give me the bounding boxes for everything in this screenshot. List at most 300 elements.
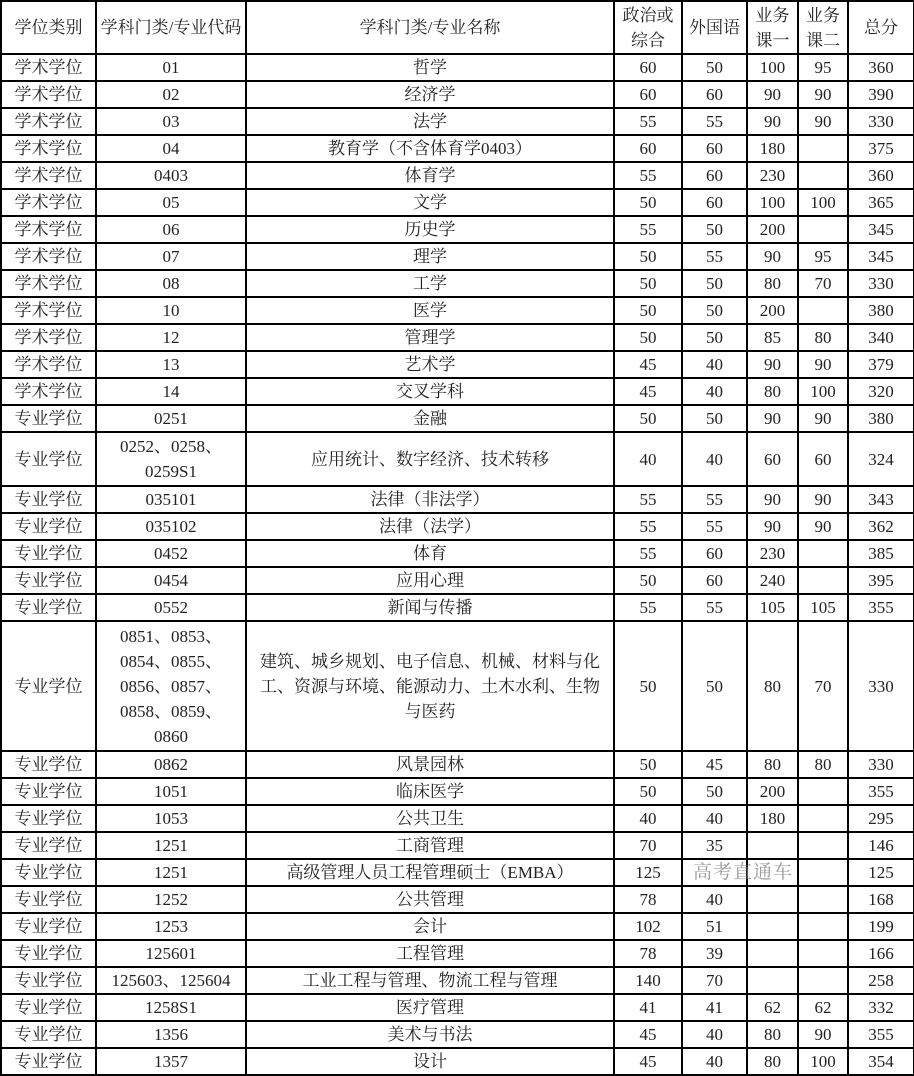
cell-text: 90 (764, 85, 781, 104)
table-row (1, 324, 914, 351)
cell-politics (614, 1048, 682, 1075)
cell-text: 专业学位 (14, 944, 83, 963)
cell-subject-1 (747, 324, 798, 351)
cell-text: 230 (759, 166, 786, 185)
cell-subject-2 (798, 513, 848, 540)
cell-politics (614, 405, 682, 432)
cell-text: 95 (814, 58, 832, 77)
cell-politics (614, 243, 682, 270)
cell-degree-type (1, 540, 96, 567)
cell-text: 395 (868, 571, 894, 590)
cell-text: 专业学位 (14, 544, 83, 563)
cell-text: 50 (706, 58, 723, 77)
cell-text: 专业学位 (14, 755, 83, 774)
watermark: 高考直通车 (693, 861, 794, 883)
cell-code (96, 162, 246, 189)
cell-foreign-language (682, 324, 747, 351)
cell-subject-2 (798, 940, 848, 967)
cell-code (96, 1021, 246, 1048)
cell-total (848, 486, 914, 513)
cell-text: 41 (706, 998, 723, 1017)
cell-text: 法律（非法学） (370, 490, 490, 509)
cell-text: 50 (639, 755, 657, 774)
cell-text: 学术学位 (14, 58, 83, 77)
cell-name (246, 81, 614, 108)
cell-text: 55 (706, 112, 723, 131)
cell-text: 公共管理 (396, 890, 464, 909)
cell-degree-type (1, 940, 96, 967)
cell-politics (614, 135, 682, 162)
cell-foreign-language (682, 940, 747, 967)
table-row (1, 270, 914, 297)
cell-foreign-language (682, 540, 747, 567)
cell-text: 04 (162, 139, 180, 158)
table-row (1, 216, 914, 243)
cell-code (96, 832, 246, 859)
cell-subject-2 (798, 1048, 848, 1075)
cell-foreign-language (682, 81, 747, 108)
cell-text: 390 (868, 85, 894, 104)
cell-text: 0252、0258、0259S1 (120, 437, 222, 481)
cell-name (246, 378, 614, 405)
cell-code (96, 351, 246, 378)
cell-text: 90 (764, 355, 781, 374)
cell-text: 166 (868, 944, 894, 963)
cell-text: 学术学位 (14, 85, 83, 104)
header-politics: 政治或综合 (614, 1, 682, 54)
cell-total (848, 216, 914, 243)
cell-text: 330 (868, 755, 894, 774)
cell-degree-type (1, 81, 96, 108)
cell-text: 专业学位 (14, 598, 83, 617)
cell-foreign-language (682, 405, 747, 432)
cell-code (96, 189, 246, 216)
cell-degree-type (1, 751, 96, 778)
cell-text: 05 (162, 193, 180, 212)
table-row (1, 778, 914, 805)
cell-text: 200 (759, 782, 786, 801)
cell-name (246, 540, 614, 567)
cell-name (246, 778, 614, 805)
cell-text: 355 (868, 782, 894, 801)
cell-text: 应用心理 (396, 571, 464, 590)
cell-name (246, 189, 614, 216)
cell-politics (614, 751, 682, 778)
cell-text: 60 (706, 571, 723, 590)
table-row (1, 351, 914, 378)
cell-text: 专业学位 (14, 836, 83, 855)
cell-text: 332 (868, 998, 894, 1017)
cell-text: 0251 (154, 409, 188, 428)
cell-total (848, 1048, 914, 1075)
cell-text: 专业学位 (14, 809, 83, 828)
cell-subject-2 (798, 324, 848, 351)
cell-degree-type (1, 270, 96, 297)
cell-text: 41 (639, 998, 657, 1017)
cell-text: 330 (868, 112, 894, 131)
cell-name (246, 486, 614, 513)
cell-text: 78 (639, 890, 657, 909)
cell-degree-type (1, 189, 96, 216)
cell-subject-2 (798, 297, 848, 324)
cell-name (246, 967, 614, 994)
cell-degree-type (1, 378, 96, 405)
cell-subject-1 (747, 216, 798, 243)
cell-foreign-language (682, 378, 747, 405)
cell-total (848, 540, 914, 567)
table-row (1, 940, 914, 967)
cell-text: 专业学位 (14, 998, 83, 1017)
cell-text: 50 (639, 274, 657, 293)
cell-text: 55 (706, 598, 723, 617)
cell-text: 45 (639, 355, 657, 374)
cell-degree-type (1, 1021, 96, 1048)
cell-politics (614, 886, 682, 913)
cell-text: 55 (639, 490, 657, 509)
cell-text: 体育学 (404, 166, 456, 185)
cell-subject-2 (798, 859, 848, 886)
cell-text: 330 (868, 274, 894, 293)
cell-foreign-language (682, 1021, 747, 1048)
cell-text: 学术学位 (14, 382, 83, 401)
cell-text: 295 (868, 809, 894, 828)
table-row (1, 54, 914, 81)
table-row (1, 1021, 914, 1048)
cell-total (848, 859, 914, 886)
cell-text: 60 (706, 139, 723, 158)
cell-politics (614, 189, 682, 216)
cell-text: 0851、0853、0854、0855、0856、0857、0858、0859、0860 (120, 626, 222, 746)
cell-politics (614, 805, 682, 832)
cell-text: 385 (868, 544, 894, 563)
cell-foreign-language (682, 189, 747, 216)
cell-subject-1 (747, 751, 798, 778)
cell-text: 工程管理 (396, 944, 464, 963)
cell-text: 医学 (413, 301, 447, 320)
cell-name (246, 1048, 614, 1075)
cell-subject-1 (747, 162, 798, 189)
cell-text: 62 (764, 998, 781, 1017)
cell-text: 美术与书法 (387, 1025, 473, 1044)
cell-text: 100 (759, 193, 786, 212)
cell-code (96, 994, 246, 1021)
cell-text: 会计 (413, 917, 447, 936)
cell-subject-2 (798, 486, 848, 513)
cell-text: 330 (868, 676, 894, 696)
cell-text: 343 (868, 490, 894, 509)
cell-politics (614, 778, 682, 805)
cell-total (848, 351, 914, 378)
cell-name (246, 621, 614, 751)
table-row (1, 189, 914, 216)
cell-subject-1 (747, 81, 798, 108)
cell-total (848, 1021, 914, 1048)
cell-total (848, 324, 914, 351)
cell-subject-2 (798, 832, 848, 859)
cell-degree-type (1, 351, 96, 378)
cell-foreign-language (682, 216, 747, 243)
cell-text: 专业学位 (14, 490, 83, 509)
cell-politics (614, 913, 682, 940)
cell-text: 200 (759, 301, 786, 320)
cell-name (246, 751, 614, 778)
cell-politics (614, 594, 682, 621)
cell-foreign-language (682, 778, 747, 805)
header-code: 学科门类/专业代码 (96, 1, 246, 54)
cell-text: 100 (810, 1052, 836, 1071)
cell-text: 379 (868, 355, 894, 374)
cell-name (246, 162, 614, 189)
cell-degree-type (1, 486, 96, 513)
cell-text: 专业学位 (14, 1052, 83, 1071)
cell-text: 1258S1 (145, 998, 197, 1017)
cell-text: 50 (706, 274, 723, 293)
cell-text: 55 (639, 544, 657, 563)
cell-subject-2 (798, 778, 848, 805)
cell-text: 历史学 (404, 220, 456, 239)
cell-subject-2 (798, 751, 848, 778)
cell-degree-type (1, 216, 96, 243)
cell-politics (614, 378, 682, 405)
header-row (1, 1, 914, 54)
cell-total (848, 913, 914, 940)
cell-politics (614, 297, 682, 324)
cell-text: 355 (868, 1025, 894, 1044)
cell-foreign-language (682, 162, 747, 189)
table-row (1, 621, 914, 751)
cell-text: 50 (639, 676, 657, 696)
cell-text: 60 (706, 85, 723, 104)
cell-subject-2 (798, 621, 848, 751)
cell-code (96, 54, 246, 81)
cell-code (96, 243, 246, 270)
cell-foreign-language (682, 297, 747, 324)
cell-text: 临床医学 (396, 782, 464, 801)
cell-text: 10 (162, 301, 180, 320)
cell-name (246, 405, 614, 432)
cell-text: 80 (764, 1025, 781, 1044)
cell-text: 70 (639, 836, 657, 855)
cell-name (246, 886, 614, 913)
cell-subject-2 (798, 540, 848, 567)
cell-text: 55 (706, 490, 723, 509)
cell-text: 90 (764, 247, 781, 266)
header-name: 学科门类/专业名称 (246, 1, 614, 54)
cell-text: 340 (868, 328, 894, 347)
cell-text: 60 (639, 85, 657, 104)
cell-foreign-language (682, 270, 747, 297)
header-subject-2: 业务课二 (798, 1, 848, 54)
cell-politics (614, 162, 682, 189)
cell-total (848, 513, 914, 540)
cell-text: 180 (759, 809, 786, 828)
cell-text: 设计 (413, 1052, 447, 1071)
cell-degree-type (1, 297, 96, 324)
cell-subject-2 (798, 913, 848, 940)
cell-politics (614, 832, 682, 859)
cell-text: 35 (706, 836, 723, 855)
cell-text: 50 (706, 301, 723, 320)
cell-text: 40 (639, 449, 657, 469)
cell-text: 40 (706, 382, 723, 401)
cell-politics (614, 994, 682, 1021)
cell-degree-type (1, 967, 96, 994)
cell-subject-2 (798, 189, 848, 216)
cell-foreign-language (682, 832, 747, 859)
cell-subject-1 (747, 270, 798, 297)
cell-text: 70 (814, 676, 832, 696)
table-row (1, 432, 914, 486)
cell-total (848, 189, 914, 216)
cell-politics (614, 1021, 682, 1048)
cell-text: 50 (706, 220, 723, 239)
cell-subject-1 (747, 378, 798, 405)
cell-foreign-language (682, 859, 794, 886)
cell-text: 60 (639, 58, 657, 77)
cell-name (246, 940, 614, 967)
cell-subject-1 (747, 513, 798, 540)
cell-text: 100 (759, 58, 786, 77)
cell-text: 50 (639, 409, 657, 428)
cell-text: 80 (764, 274, 781, 293)
cell-text: 102 (635, 917, 661, 936)
cell-total (848, 297, 914, 324)
cell-text: 高级管理人员工程管理硕士（EMBA） (286, 863, 574, 882)
cell-code (96, 1048, 246, 1075)
cell-subject-1 (747, 540, 798, 567)
cell-total (848, 81, 914, 108)
cell-degree-type (1, 324, 96, 351)
cell-text: 100 (810, 382, 836, 401)
cell-text: 365 (868, 193, 894, 212)
cell-text: 90 (814, 409, 832, 428)
cell-text: 专业学位 (14, 517, 83, 536)
cell-text: 230 (759, 544, 786, 563)
cell-text: 45 (639, 382, 657, 401)
cell-text: 375 (868, 139, 894, 158)
cell-name (246, 859, 614, 886)
cell-name (246, 513, 614, 540)
cell-politics (614, 940, 682, 967)
cell-text: 03 (162, 112, 180, 131)
cell-total (848, 54, 914, 81)
cell-name (246, 805, 614, 832)
cell-name (246, 54, 614, 81)
cell-degree-type (1, 243, 96, 270)
cell-text: 55 (639, 220, 657, 239)
cell-text: 12 (162, 328, 180, 347)
cell-text: 专业学位 (14, 571, 83, 590)
cell-code (96, 216, 246, 243)
cell-name (246, 324, 614, 351)
cell-politics (614, 967, 682, 994)
cell-subject-1 (747, 1048, 798, 1075)
cell-code (96, 378, 246, 405)
cell-subject-1 (747, 913, 798, 940)
cell-degree-type (1, 621, 96, 751)
cell-text: 90 (764, 409, 781, 428)
cell-text: 40 (706, 449, 723, 469)
table-row (1, 859, 914, 886)
cell-politics (614, 567, 682, 594)
cell-subject-1 (747, 832, 798, 859)
cell-text: 1251 (154, 836, 188, 855)
cell-text: 240 (759, 571, 786, 590)
cell-foreign-language (682, 432, 747, 486)
cell-foreign-language (682, 351, 747, 378)
cell-name (246, 432, 614, 486)
cell-text: 40 (706, 1052, 723, 1071)
cell-text: 380 (868, 301, 894, 320)
cell-text: 200 (759, 220, 786, 239)
cell-text: 80 (764, 676, 781, 696)
cell-subject-2 (798, 967, 848, 994)
cell-code (96, 567, 246, 594)
cell-text: 14 (162, 382, 180, 401)
table-row (1, 886, 914, 913)
table-row (1, 135, 914, 162)
cell-degree-type (1, 432, 96, 486)
cell-text: 专业学位 (14, 917, 83, 936)
cell-text: 199 (868, 917, 894, 936)
cell-text: 125601 (145, 944, 197, 963)
cell-text: 50 (706, 676, 723, 696)
cell-name (246, 994, 614, 1021)
cell-subject-2 (798, 243, 848, 270)
cell-text: 380 (868, 409, 894, 428)
table-row (1, 108, 914, 135)
cell-politics (614, 270, 682, 297)
cell-text: 324 (868, 449, 894, 469)
cell-text: 125603、125604 (111, 971, 231, 990)
cell-subject-2 (798, 162, 848, 189)
cell-text: 60 (706, 544, 723, 563)
cell-text: 学术学位 (14, 328, 83, 347)
cell-text: 90 (814, 490, 832, 509)
cell-subject-1 (747, 778, 798, 805)
cell-degree-type (1, 162, 96, 189)
cell-total (848, 243, 914, 270)
cell-text: 专业学位 (14, 782, 83, 801)
table-row (1, 805, 914, 832)
cell-subject-2 (798, 135, 848, 162)
cell-text: 60 (706, 193, 723, 212)
cell-text: 学术学位 (14, 139, 83, 158)
cell-code (96, 594, 246, 621)
cell-text: 90 (814, 85, 832, 104)
cell-text: 专业学位 (14, 971, 83, 990)
cell-text: 354 (868, 1052, 894, 1071)
cell-text: 258 (868, 971, 894, 990)
cell-text: 345 (868, 247, 894, 266)
cell-text: 45 (639, 1052, 657, 1071)
cell-degree-type (1, 135, 96, 162)
cell-text: 362 (868, 517, 894, 536)
cell-text: 06 (162, 220, 180, 239)
cell-text: 学术学位 (14, 193, 83, 212)
cell-text: 40 (706, 355, 723, 374)
cell-subject-2 (798, 405, 848, 432)
cell-text: 146 (868, 836, 894, 855)
cell-text: 80 (764, 755, 781, 774)
cell-foreign-language (682, 486, 747, 513)
cell-total (848, 270, 914, 297)
cell-degree-type (1, 567, 96, 594)
table-row (1, 405, 914, 432)
cell-text: 45 (706, 755, 723, 774)
cell-total (848, 621, 914, 751)
cell-text: 专业学位 (14, 409, 83, 428)
